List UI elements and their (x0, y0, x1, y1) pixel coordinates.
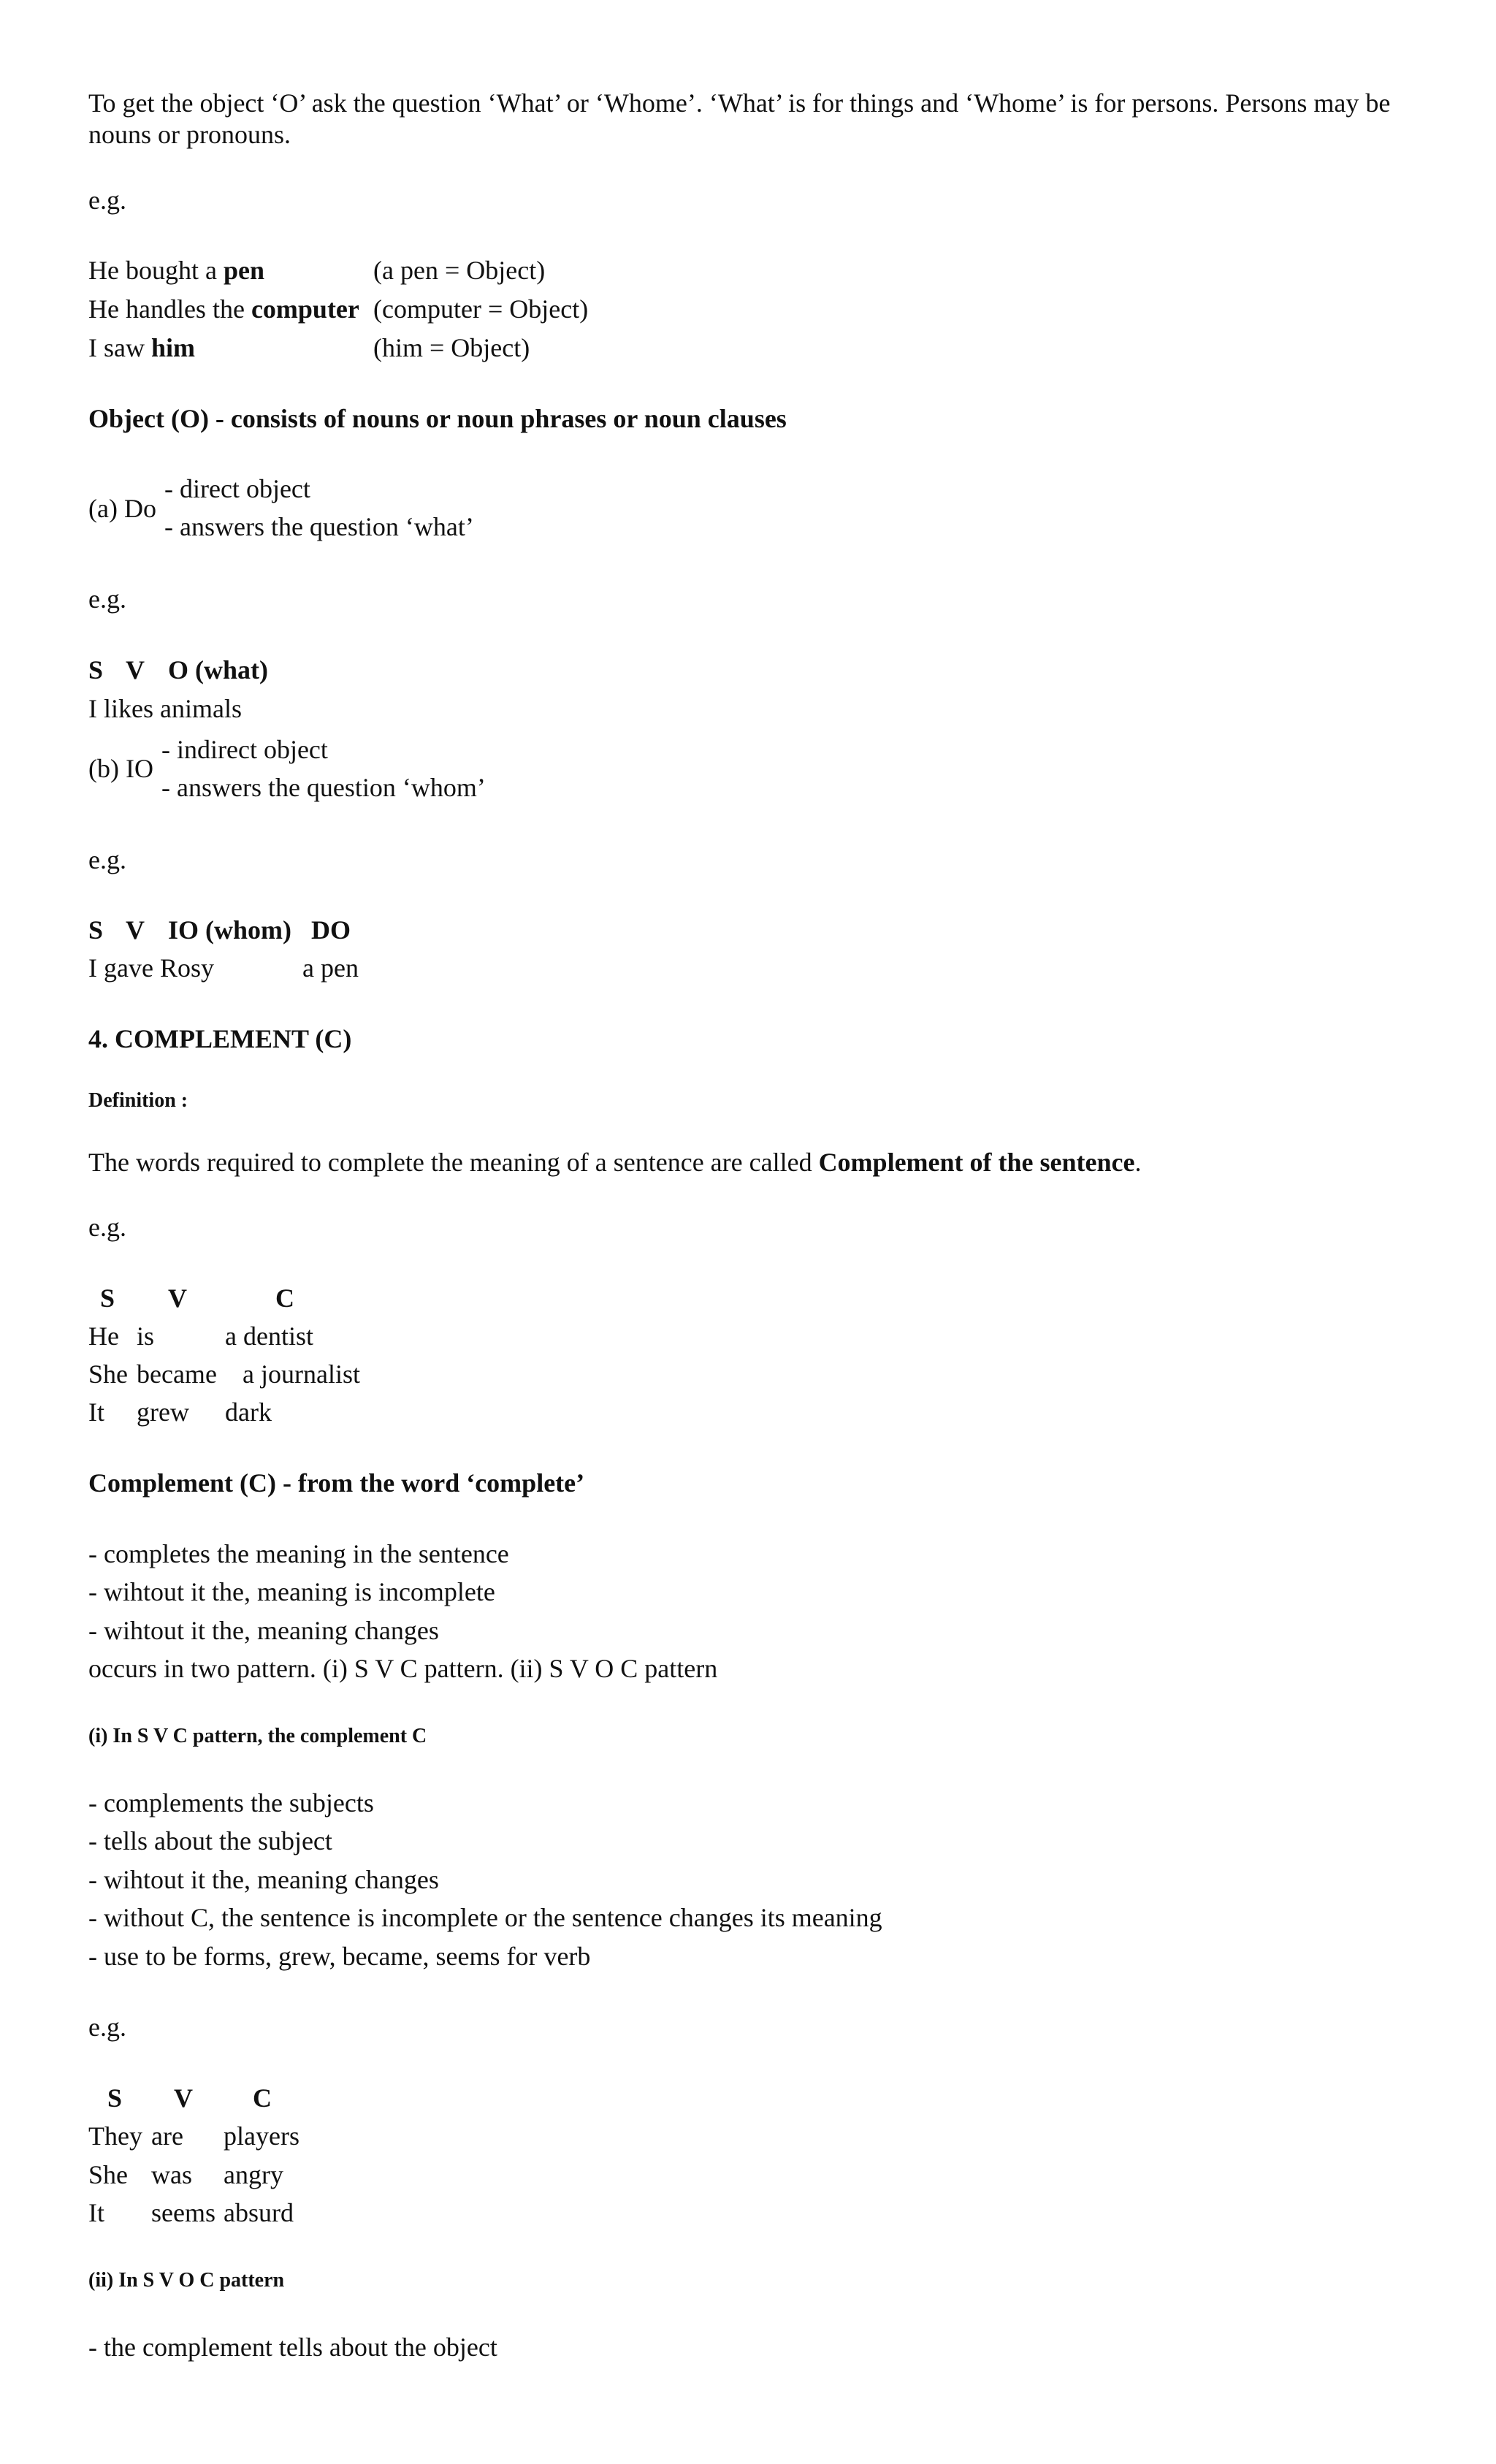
svc-example-2-c: a journalist (243, 1359, 360, 1389)
complement-subheading: Complement (C) - from the word ‘complete’ (88, 1468, 585, 1498)
svc2-example-1-v: are (151, 2121, 183, 2151)
intro-paragraph: To get the object ‘O’ ask the question ‘What’ or ‘Whome’. ‘What’ is for things and ‘Whome’ is for persons. Persons may be nouns or pronouns. (88, 88, 1391, 150)
svo-header-v: V (126, 655, 145, 684)
svc-example-3-c: dark (225, 1397, 272, 1427)
eg-label: e.g. (88, 1213, 126, 1242)
svc-example-1-v: is (137, 1321, 155, 1351)
svo-header-s: S (88, 655, 104, 684)
eg-label: e.g. (88, 584, 126, 614)
definition-prefix: The words required to complete the meaning of a sentence are called (88, 1148, 819, 1177)
svc-pattern-point-3: - wihtout it the, meaning changes (88, 1865, 439, 1894)
complement-point-4: occurs in two pattern. (i) S V C pattern. (ii) S V O C pattern (88, 1654, 718, 1683)
object-example-2 (88, 294, 359, 324)
svc-pattern-heading: (i) In S V C pattern, the complement C (88, 1725, 427, 1747)
complement-heading: 4. COMPLEMENT (C) (88, 1024, 352, 1053)
svc-header-v: V (168, 1284, 187, 1313)
svc-header-s: S (100, 1284, 115, 1313)
svc2-example-3-v: seems (151, 2198, 215, 2227)
svc-example-3-s: It (88, 1397, 104, 1427)
eg-label: e.g. (88, 2013, 126, 2042)
object-example-3-note: (him = Object) (373, 333, 530, 362)
svc-example-2-s: She (88, 1359, 128, 1389)
svoc-point-1: - the complement tells about the object (88, 2333, 497, 2362)
svc-pattern-point-1: - complements the subjects (88, 1788, 374, 1818)
svio-example-left: I gave Rosy (88, 953, 214, 983)
example-object: pen (223, 256, 264, 285)
svio-header-v: V (126, 915, 145, 945)
complement-point-2: - wihtout it the, meaning is incomplete (88, 1577, 495, 1606)
definition-term: Complement of the sentence (818, 1148, 1135, 1177)
svoc-pattern-heading: (ii) In S V O C pattern (88, 2269, 285, 2292)
example-object: him (150, 333, 195, 362)
definition-label: Definition : (88, 1089, 188, 1112)
svio-header-io: IO (whom) (168, 915, 291, 945)
svc-example-3-v: grew (137, 1397, 189, 1427)
example-text: He bought a (88, 256, 224, 285)
object-example-3 (88, 333, 195, 363)
object-heading: Object (O) - consists of nouns or noun phrases or noun clauses (88, 404, 787, 433)
svio-header-do: DO (311, 915, 351, 945)
indirect-object-line-1: - indirect object (161, 735, 328, 764)
object-example-2-note: (computer = Object) (373, 294, 589, 324)
object-example-1-note: (a pen = Object) (373, 256, 546, 285)
svc-pattern-point-4: - without C, the sentence is incomplete or the sentence changes its meaning (88, 1903, 882, 1932)
direct-object-line-1: - direct object (164, 474, 310, 503)
svo-example: I likes animals (88, 694, 242, 723)
svio-header-s: S (88, 915, 104, 945)
eg-label: e.g. (88, 186, 126, 215)
svc2-example-3-s: It (88, 2198, 104, 2227)
example-object: computer (251, 294, 359, 324)
svc-pattern-point-2: - tells about the subject (88, 1826, 332, 1855)
eg-label: e.g. (88, 845, 126, 874)
svc-example-2-v: became (137, 1359, 217, 1389)
svo-header-o: O (what) (168, 655, 268, 684)
object-example-1 (88, 256, 264, 286)
svc2-example-2-s: She (88, 2160, 128, 2189)
direct-object-label: (a) Do (88, 494, 156, 523)
svc2-header-c: C (253, 2083, 272, 2113)
svio-example-right: a pen (302, 953, 359, 983)
svc2-example-2-v: was (151, 2160, 192, 2189)
svc2-example-1-c: players (224, 2121, 299, 2151)
svc2-header-s: S (107, 2083, 123, 2113)
complement-point-1: - completes the meaning in the sentence (88, 1539, 509, 1568)
svc2-example-2-c: angry (224, 2160, 283, 2189)
svc2-header-v: V (174, 2083, 193, 2113)
indirect-object-label: (b) IO (88, 754, 153, 783)
definition-text (88, 1148, 1141, 1178)
direct-object-line-2: - answers the question ‘what’ (164, 512, 474, 541)
example-text: I saw (88, 333, 151, 362)
svc2-example-1-s: They (88, 2121, 142, 2151)
example-text: He handles the (88, 294, 251, 324)
svc-example-1-c: a dentist (225, 1321, 313, 1351)
definition-suffix: . (1134, 1148, 1142, 1177)
svc-example-1-s: He (88, 1321, 119, 1351)
indirect-object-line-2: - answers the question ‘whom’ (161, 773, 486, 802)
svc-pattern-point-5: - use to be forms, grew, became, seems for verb (88, 1942, 591, 1971)
complement-point-3: - wihtout it the, meaning changes (88, 1616, 439, 1645)
svc2-example-3-c: absurd (224, 2198, 294, 2227)
svc-header-c: C (275, 1284, 294, 1313)
